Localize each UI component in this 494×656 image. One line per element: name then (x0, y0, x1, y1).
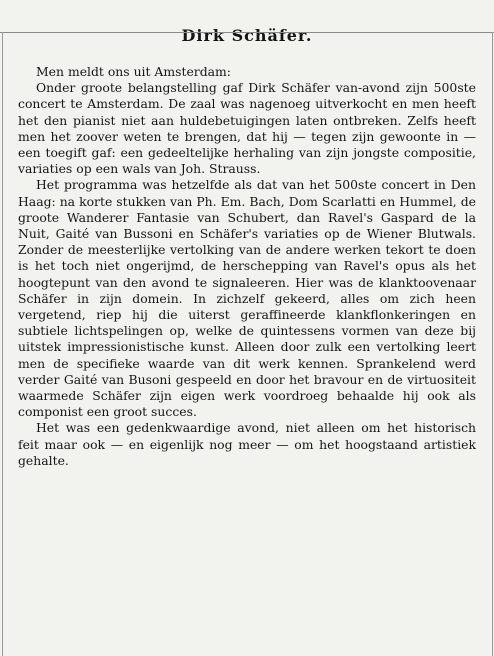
article-paragraph-2: Het programma was hetzelfde als dat van het 500ste concert in Den Haag: na korte stukken van Ph. Em. Bach, Dom Scarlatti en Hummel, de groote Wanderer Fantasie van Schubert, dan Ravel's Gaspard de la Nuit, Gaité van Bussoni en Schäfer's variaties op de Wiener Blutwals. Zonder de meesterlijke vertolking van de andere werken tekort te doen is het toch niet ongerijmd, de herschepping van Ravel's opus als het hoogtepunt van den avond te signaleeren. Hier was de klanktoovenaar Schäfer in zijn domein. In zichzelf gekeerd, alles om zich heen vergetend, riep hij die uiterst geraffineerde klankflonkeringen en subtiele lichtspelingen op, welke de quintessens vormen van deze bij uitstek impressionistische kunst. Alleen door zulk een vertolking leert men de specifieke waarde van dit werk kennen. Sprankelend werd verder Gaité van Busoni gespeeld en door het bravour en de virtuositeit waarmede Schäfer zijn eigen werk voordroeg behaalde hij ook als componist een groot succes. (18, 177, 476, 420)
top-border (0, 32, 494, 33)
article-intro: Men meldt ons uit Amsterdam: (36, 64, 231, 79)
article-paragraph-3: Het was een gedenkwaardige avond, niet alleen om het historisch feit maar ook — en eigenlijk nog meer — om het hoogstaand artistiek gehalte. (18, 420, 476, 468)
left-border (2, 32, 3, 656)
article-title: Dirk Schäfer. (181, 26, 313, 45)
article-body (18, 64, 476, 469)
article-paragraph-1: Onder groote belangstelling gaf Dirk Schäfer van-avond zijn 500ste concert te Amsterdam. De zaal was nagenoeg uitverkocht en men heeft het den pianist niet aan huldebetuigingen laten ontbreken. Zelfs heeft men het zoover weten te brengen, dat hij — tegen zijn gewoonte in — een toegift gaf: een gedeeltelijke herhaling van zijn jongste compositie, variaties op een wals van Joh. Strauss. (18, 80, 476, 177)
newspaper-clipping (0, 26, 494, 656)
right-border (492, 32, 493, 656)
